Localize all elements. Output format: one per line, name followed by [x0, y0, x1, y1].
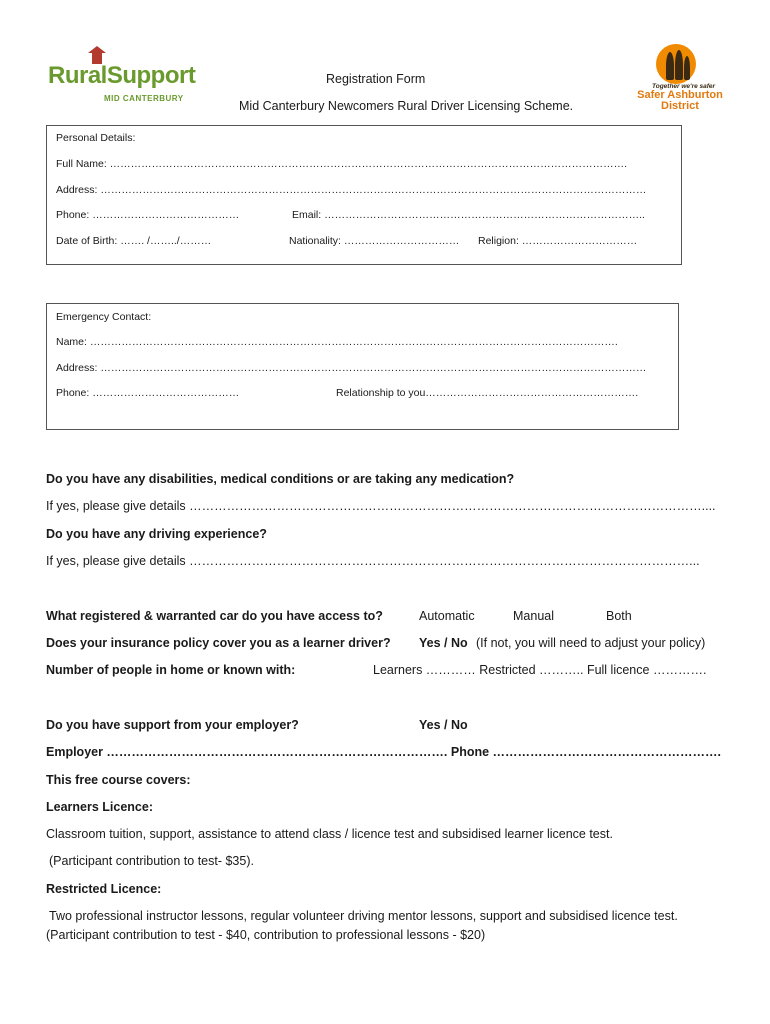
driving-experience-question: Do you have any driving experience?	[46, 527, 267, 541]
emergency-name-field[interactable]: Name: …………………………………………………………………………………………………………………………………….	[56, 336, 618, 348]
option-both[interactable]: Both	[606, 609, 632, 623]
religion-field[interactable]: Religion: ……………………………	[478, 235, 638, 247]
employer-support-question: Do you have support from your employer?	[46, 718, 299, 732]
person-figure-icon	[684, 56, 690, 80]
relationship-field[interactable]: Relationship to you…………………………………………………….	[336, 387, 639, 399]
people-known-question: Number of people in home or known with:	[46, 663, 296, 677]
safer-ashburton-name-line2: District	[661, 100, 699, 112]
learners-contribution: (Participant contribution to test- $35).	[49, 854, 254, 868]
learners-licence-heading: Learners Licence:	[46, 800, 153, 814]
option-automatic[interactable]: Automatic	[419, 609, 475, 623]
safer-ashburton-name-line1: Safer Ashburton	[637, 89, 723, 101]
form-title: Registration Form	[326, 72, 426, 86]
rural-support-logo-name: RuralSupport	[48, 62, 196, 89]
insurance-note: (If not, you will need to adjust your policy)	[476, 636, 706, 650]
emergency-contact-heading: Emergency Contact:	[56, 311, 152, 323]
nationality-field[interactable]: Nationality: ……………………………	[289, 235, 460, 247]
employer-field[interactable]: Employer ………………………………………………………………………. Phone ……………………………………………….	[46, 745, 722, 759]
learners-licence-text: Classroom tuition, support, assistance to attend class / licence test and subsidised learner licence test.	[46, 827, 613, 841]
insurance-question: Does your insurance policy cover you as a learner driver?	[46, 636, 391, 650]
car-access-question: What registered & warranted car do you have access to?	[46, 609, 383, 623]
insurance-yes-no[interactable]: Yes / No	[419, 636, 468, 650]
safer-ashburton-name	[632, 90, 728, 112]
driving-experience-details-field[interactable]: If yes, please give details …………………………………………………………………………………………………………...	[46, 554, 700, 568]
option-manual[interactable]: Manual	[513, 609, 554, 623]
rural-support-logo	[44, 44, 196, 104]
person-figure-icon	[666, 52, 674, 80]
form-subtitle: Mid Canterbury Newcomers Rural Driver Licensing Scheme.	[239, 99, 574, 113]
restricted-licence-heading: Restricted Licence:	[46, 882, 162, 896]
address-field[interactable]: Address: …………………………………………………………………………………………………………………………………………	[56, 184, 647, 196]
email-field[interactable]: Email: ………………………………………………………………………………..	[292, 209, 645, 221]
safer-ashburton-tagline: Together we're safer	[652, 83, 716, 90]
restricted-contribution: (Participant contribution to test - $40, contribution to professional lessons - $20)	[46, 928, 486, 942]
disabilities-question: Do you have any disabilities, medical conditions or are taking any medication?	[46, 472, 515, 486]
personal-details-heading: Personal Details:	[56, 132, 136, 144]
employer-support-yes-no[interactable]: Yes / No	[419, 718, 468, 732]
emergency-phone-field[interactable]: Phone: ……………………………………	[56, 387, 240, 399]
person-figure-icon	[675, 50, 683, 80]
people-known-values[interactable]: Learners ………… Restricted ……….. Full licence ………….	[373, 663, 707, 677]
restricted-licence-text: Two professional instructor lessons, regular volunteer driving mentor lessons, support and subsidised licence test.	[49, 909, 678, 923]
disabilities-details-field[interactable]: If yes, please give details ……………………………………………………………………………………………………………....	[46, 499, 716, 513]
safer-ashburton-logo	[630, 42, 730, 114]
emergency-address-field[interactable]: Address: …………………………………………………………………………………………………………………………………………	[56, 362, 647, 374]
full-name-field[interactable]: Full Name: ………………………………………………………………………………………………………………………………….	[56, 158, 628, 170]
phone-field[interactable]: Phone: ……………………………………	[56, 209, 240, 221]
rural-support-logo-sub: MID CANTERBURY	[104, 94, 184, 103]
course-covers-heading: This free course covers:	[46, 773, 191, 787]
date-of-birth-field[interactable]: Date of Birth: ……. /……../………	[56, 235, 212, 247]
